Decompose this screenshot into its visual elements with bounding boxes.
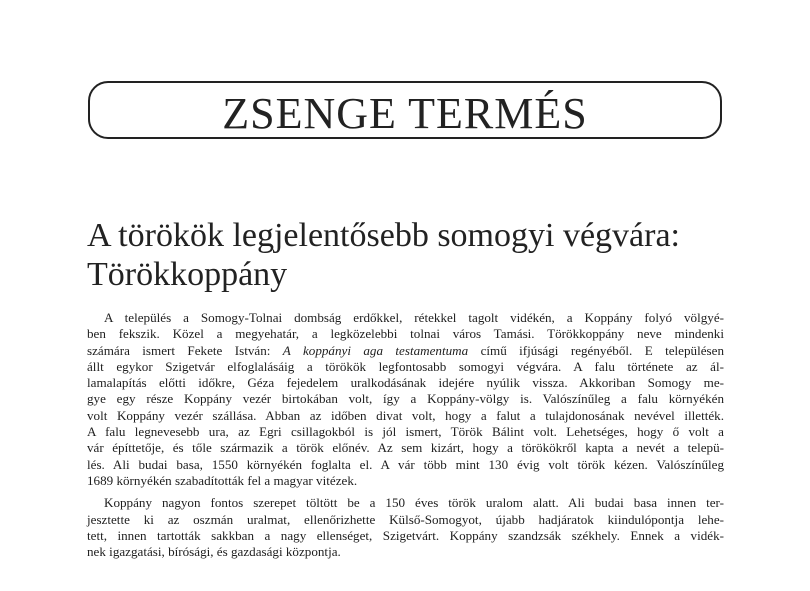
paragraph-2 <box>87 495 724 560</box>
text-line: 1689 környékén szabadították fel a magyar vitézek. <box>87 472 358 488</box>
article-heading-line-1: A törökök legjelentősebb somogyi végvára: <box>87 217 680 254</box>
text-line: A falu legnevesebb ura, az Egri csillagokból is jól ismert, Török Bálint volt. Lehetséges, hogy ő volt a <box>87 424 724 440</box>
text-line-with-book-title <box>87 343 724 359</box>
text-line: A település a Somogy-Tolnai dombság erdőkkel, rétekkel tagolt vidékén, a Koppány folyó völgyé- <box>104 310 724 325</box>
article-heading-line-2: Törökkoppány <box>87 256 288 293</box>
paragraph-1 <box>87 310 724 489</box>
text-line: vár építtetője, és tőle származik a török előnév. Az sem kizárt, hogy a törökökről kapta a nevét a telepü- <box>87 440 724 456</box>
section-title: ZSENGE TERMÉS <box>222 88 588 138</box>
text-line: tett, innen tartották sakkban a nagy ellenséget, Szigetvárt. Koppány szandzsák székhely. Ennek a vidék- <box>87 527 724 543</box>
text-fragment: számára ismert Fekete István: <box>87 342 283 358</box>
text-line: állt egykor Szigetvár elfoglalásáig a törökök legfontosabb somogyi végvára. A falu története az ál- <box>87 358 724 374</box>
article-heading <box>87 216 747 294</box>
text-fragment: című ifjúsági regényéből. E településen <box>468 342 724 358</box>
text-line: Koppány nagyon fontos szerepet töltött be a 150 éves török uralom alatt. Ali budai basa innen ter- <box>104 495 724 511</box>
text-line: volt Koppány vezér szállása. Abban az időben divat volt, hogy a falut a tulajdonosának nevével illették. <box>87 407 724 423</box>
text-line: jesztette ki az oszmán uralmat, ellenőrizhette Külső-Somogyot, újabb hadjáratok kiindulópontja lehe- <box>87 511 724 527</box>
book-title: A koppányi aga testamentuma <box>282 342 469 358</box>
text-line: ben fekszik. Közel a megyehatár, a legközelebbi tolnai város Tamási. Törökkoppány neve mindenki <box>87 326 724 342</box>
article-body <box>87 310 724 560</box>
text-line: nek igazgatási, bírósági, és gazdasági központja. <box>87 544 341 560</box>
text-line: gye egy része Koppány vezér birtokában volt, így a Koppány-völgy is. Valószínűleg a falu környékén <box>87 391 724 407</box>
text-line: lés. Ali budai basa, 1550 környékén foglalta el. A vár több mint 130 évig volt török kézen. Valószínűleg <box>87 456 724 472</box>
section-banner <box>88 81 722 139</box>
text-line: lamalapítás előtti időkre, Géza fejedelem uralkodásának idejére nyúlik vissza. Akkoriban Somogy me- <box>87 375 724 391</box>
